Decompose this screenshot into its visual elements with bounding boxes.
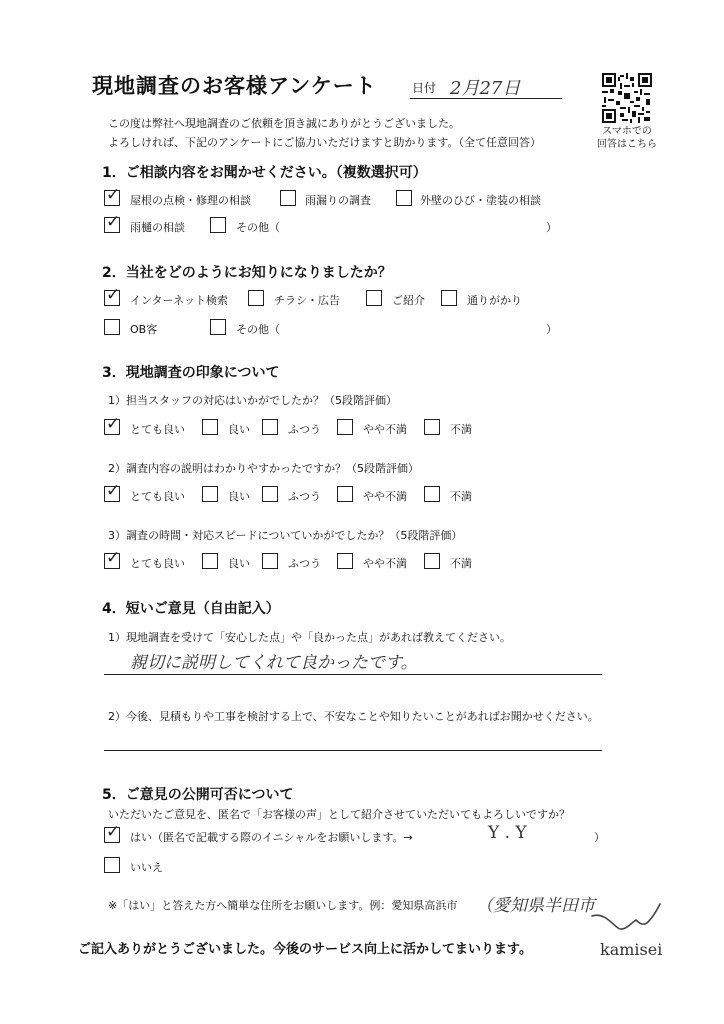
section4-title: 4．短いご意見（自由記入） — [102, 601, 280, 617]
checkbox-wall-crack[interactable] — [396, 190, 412, 206]
answer-good-points[interactable]: 親切に説明してくれて良かったです。 — [130, 653, 418, 673]
option-leak-survey: 雨漏りの調査 — [305, 194, 371, 207]
qr-caption-line1: スマホでの — [602, 126, 652, 137]
rating-label: やや不満 — [363, 423, 407, 436]
option-other-source: その他（ — [236, 323, 280, 336]
rating-good[interactable] — [202, 553, 218, 569]
check-mark-icon: ✓ — [106, 212, 121, 232]
rating-bad[interactable] — [424, 419, 440, 435]
option-wall-crack: 外壁のひび・塗装の相談 — [420, 194, 541, 207]
option-internet: インターネット検索 — [130, 294, 229, 307]
question-speed: 3）調査の時間・対応スピードについていかがでしたか？（5段階評価） — [108, 529, 463, 542]
question-concerns: 2）今後、見積もりや工事を検討する上で、不安なことや知りたいことがあればお聞かせください。 — [108, 710, 599, 723]
rating-label: 良い — [228, 490, 250, 503]
checkbox-passing-by[interactable] — [441, 290, 457, 306]
date-label: 日付 — [412, 81, 437, 95]
close-paren: ） — [546, 221, 557, 234]
section2-title: 2．当社をどのようにお知りになりましたか？ — [102, 265, 392, 281]
option-ob-customer: OB客 — [130, 323, 158, 336]
question-good-points: 1）現地調査を受けて「安心した点」や「良かった点」があれば教えてください。 — [108, 631, 511, 644]
option-referral: ご紹介 — [392, 294, 425, 307]
rating-somewhat-bad[interactable] — [337, 419, 353, 435]
rating-label: ふつう — [288, 557, 321, 570]
answer-line-2[interactable] — [104, 750, 602, 751]
check-mark-icon: ✓ — [106, 414, 121, 434]
initials-value[interactable]: Y . Y — [488, 823, 527, 843]
rating-label: 不満 — [450, 490, 472, 503]
check-mark-icon: ✓ — [106, 285, 121, 305]
intro-line2: よろしければ、下記のアンケートにご協力いただけますと助かります。（全て任意回答） — [108, 136, 541, 149]
qr-caption — [590, 125, 664, 151]
question-publish: いただいたご意見を、匿名で「お客様の声」として紹介させていただいてもよろしいですか？ — [108, 808, 570, 821]
check-mark-icon: ✓ — [106, 185, 121, 205]
question-explanation: 2）調査内容の説明はわかりやすかったですか？（5段階評価） — [108, 462, 419, 475]
option-publish-yes: はい（匿名で記載する際のイニシャルをお願いします。→ — [130, 831, 413, 844]
answer-line-1 — [104, 674, 602, 675]
rating-average[interactable] — [262, 486, 278, 502]
checkbox-other-source[interactable] — [210, 319, 226, 335]
rating-bad[interactable] — [424, 486, 440, 502]
close-paren: ） — [594, 831, 605, 844]
section3-title: 3．現地調査の印象について — [102, 365, 280, 381]
section5-title: 5．ご意見の公開可否について — [102, 787, 294, 803]
option-publish-no: いいえ — [130, 861, 163, 874]
footer-thanks: ご記入ありがとうございました。今後のサービス向上に活かしてまいります。 — [78, 942, 532, 957]
rating-label: とても良い — [130, 490, 185, 503]
section1-title: 1．ご相談内容をお聞かせください。（複数選択可） — [102, 165, 427, 181]
qr-caption-line2: 回答はこちら — [597, 139, 657, 150]
checkbox-referral[interactable] — [366, 290, 382, 306]
rating-label: ふつう — [288, 490, 321, 503]
rating-label: やや不満 — [363, 490, 407, 503]
rating-somewhat-bad[interactable] — [337, 486, 353, 502]
check-mark-icon: ✓ — [106, 481, 121, 501]
rating-label: やや不満 — [363, 557, 407, 570]
rating-good[interactable] — [202, 486, 218, 502]
checkbox-other-consult[interactable] — [210, 217, 226, 233]
option-roof-inspection: 屋根の点検・修理の相談 — [130, 194, 251, 207]
close-paren: ） — [546, 323, 557, 336]
rating-good[interactable] — [202, 419, 218, 435]
rating-label: 不満 — [450, 423, 472, 436]
intro-line1: この度は弊社へ現地調査のご依頼を頂き誠にありがとうございました。 — [108, 117, 460, 130]
checkbox-publish-no[interactable] — [104, 857, 120, 873]
check-mark-icon: ✓ — [106, 822, 121, 842]
date-underline — [410, 98, 562, 99]
option-passing-by: 通りがかり — [467, 294, 522, 307]
rating-label: 不満 — [450, 557, 472, 570]
checkbox-leak-survey[interactable] — [280, 190, 296, 206]
rating-average[interactable] — [262, 553, 278, 569]
address-value[interactable]: （愛知県半田市 — [476, 896, 595, 916]
rating-label: 良い — [228, 423, 250, 436]
brand-logo: kamisei — [600, 940, 663, 959]
intro-text — [108, 114, 541, 152]
survey-title: 現地調査のお客様アンケート — [92, 74, 377, 98]
signature-scribble — [590, 902, 662, 936]
option-other-consult: その他（ — [236, 221, 280, 234]
rating-label: とても良い — [130, 557, 185, 570]
rating-average[interactable] — [262, 419, 278, 435]
option-flyer: チラシ・広告 — [274, 294, 340, 307]
address-prompt: ※「はい」と答えた方へ簡単な住所をお願いします。例：愛知県高浜市 — [108, 899, 458, 912]
option-gutter: 雨樋の相談 — [130, 221, 185, 234]
rating-label: ふつう — [288, 423, 321, 436]
rating-label: とても良い — [130, 423, 185, 436]
checkbox-ob-customer[interactable] — [104, 319, 120, 335]
question-staff: 1）担当スタッフの対応はいかがでしたか？（5段階評価） — [108, 394, 397, 407]
checkbox-flyer[interactable] — [248, 290, 264, 306]
qr-code-icon[interactable] — [602, 73, 652, 123]
check-mark-icon: ✓ — [106, 548, 121, 568]
rating-label: 良い — [228, 557, 250, 570]
date-value: 2月27日 — [450, 78, 521, 99]
rating-bad[interactable] — [424, 553, 440, 569]
rating-somewhat-bad[interactable] — [337, 553, 353, 569]
